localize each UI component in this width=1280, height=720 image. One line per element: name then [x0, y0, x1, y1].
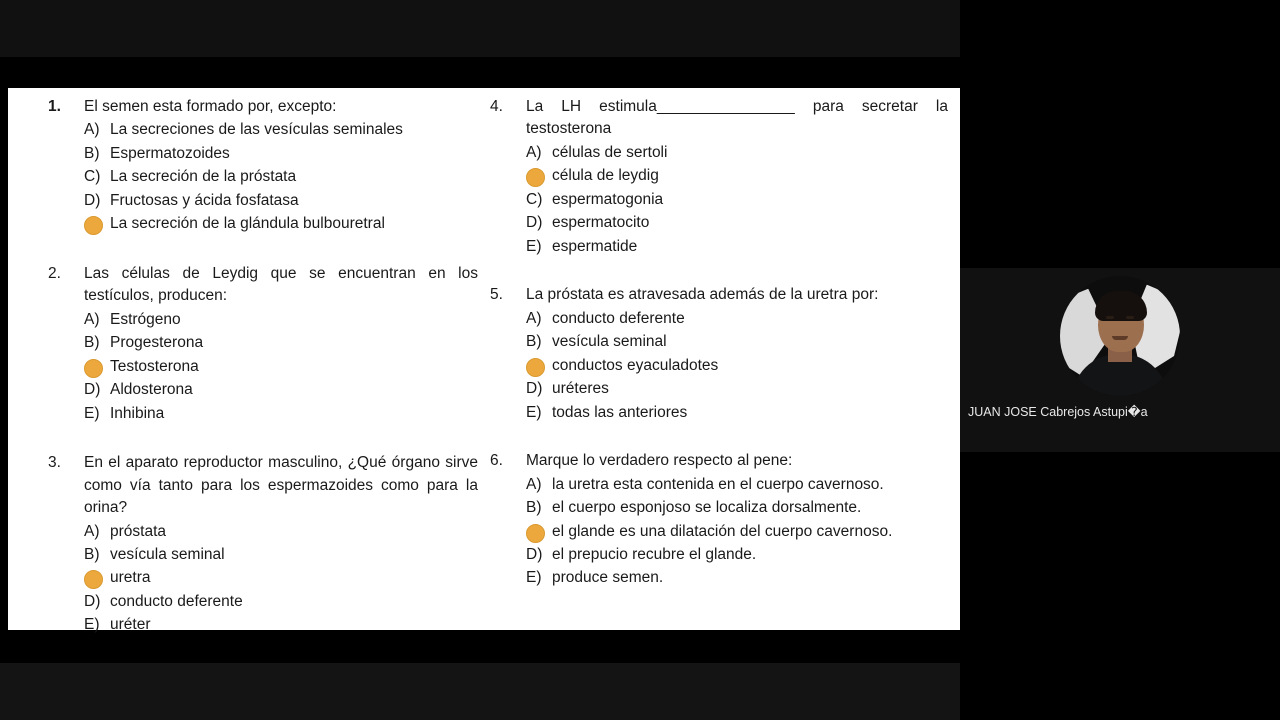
option-letter: D)	[526, 380, 543, 398]
quiz-question	[48, 452, 478, 637]
quiz-question	[490, 96, 948, 258]
option-item[interactable]	[526, 378, 948, 400]
question-stem: El semen esta formado por, excepto:	[84, 98, 337, 115]
question-body	[84, 263, 478, 425]
question-body	[84, 96, 478, 236]
option-item[interactable]	[84, 614, 478, 636]
selected-answer-marker-icon	[526, 521, 552, 543]
answer-dot	[84, 570, 103, 589]
option-item[interactable]	[526, 521, 948, 543]
slide-columns	[8, 88, 960, 634]
option-text: Progesterona	[110, 334, 204, 352]
option-letter: B)	[526, 499, 542, 517]
option-letter: A)	[84, 310, 100, 328]
question-number: 6.	[490, 452, 503, 470]
question-number: 1.	[48, 98, 61, 115]
option-letter: E)	[84, 404, 100, 422]
option-letter: B)	[526, 333, 542, 351]
question-body	[526, 96, 948, 258]
option-text: Testosterona	[110, 357, 199, 375]
option-item[interactable]	[84, 403, 478, 425]
option-letter: D)	[84, 381, 101, 399]
option-text: conducto deferente	[110, 592, 243, 610]
option-item[interactable]	[84, 190, 478, 212]
option-letter: E)	[526, 403, 542, 421]
option-text: Fructosas y ácida fosfatasa	[110, 191, 299, 209]
avatar-eye-right	[1126, 316, 1134, 319]
option-letter: A)	[84, 522, 100, 540]
option-item[interactable]	[526, 236, 948, 258]
option-item[interactable]	[526, 497, 948, 519]
option-letter: C)	[84, 168, 101, 186]
option-item[interactable]	[84, 356, 478, 378]
option-text: uretra	[110, 569, 151, 587]
option-letter: A)	[526, 475, 542, 493]
question-body	[526, 450, 948, 590]
participant-video-tile[interactable]	[960, 268, 1280, 452]
selected-answer-marker-icon	[526, 355, 552, 377]
stage-upper-black-band	[0, 57, 960, 88]
option-text: el cuerpo esponjoso se localiza dorsalmente.	[552, 499, 862, 517]
answer-dot	[84, 216, 103, 235]
answer-dot	[526, 358, 545, 377]
option-text: Espermatozoides	[110, 144, 230, 162]
question-spacer	[48, 236, 478, 263]
option-text: el prepucio recubre el glande.	[552, 545, 757, 563]
question-spacer	[490, 258, 948, 284]
option-list	[84, 309, 478, 425]
question-stem: En el aparato reproductor masculino, ¿Qué órgano sirve como vía tanto para los espermazoides como para la orina?	[84, 454, 478, 517]
option-letter: E)	[526, 569, 542, 587]
option-text: produce semen.	[552, 569, 664, 587]
question-number: 4.	[490, 98, 503, 115]
selected-answer-marker-icon	[84, 213, 110, 235]
option-text: células de sertoli	[552, 143, 668, 161]
option-text: espermatogonia	[552, 190, 664, 208]
shared-slide	[8, 88, 960, 634]
participant-rail	[960, 0, 1280, 720]
question-number: 3.	[48, 454, 61, 472]
option-letter: A)	[84, 121, 100, 139]
question-number: 5.	[490, 286, 503, 304]
option-list	[526, 474, 948, 590]
option-text: próstata	[110, 522, 167, 540]
option-item[interactable]	[526, 544, 948, 566]
option-letter: D)	[526, 214, 543, 232]
option-item[interactable]	[526, 402, 948, 424]
person-avatar-icon	[1060, 276, 1180, 396]
option-item[interactable]	[84, 166, 478, 188]
avatar-hair	[1095, 291, 1147, 321]
option-text: el glande es una dilatación del cuerpo cavernoso.	[552, 522, 893, 540]
option-item[interactable]	[84, 119, 478, 141]
question-body	[84, 452, 478, 637]
selected-answer-marker-icon	[84, 356, 110, 378]
quiz-question	[490, 450, 948, 590]
option-item[interactable]	[84, 544, 478, 566]
option-item[interactable]	[84, 332, 478, 354]
answer-dot	[526, 168, 545, 187]
selected-answer-marker-icon	[84, 567, 110, 589]
slide-column-right	[478, 96, 948, 630]
option-text: La secreciones de las vesículas seminales	[110, 121, 403, 139]
option-text: vesícula seminal	[110, 545, 225, 563]
answer-dot	[526, 524, 545, 543]
slide-column-left	[8, 96, 478, 634]
option-item[interactable]	[526, 308, 948, 330]
participant-name-label: JUAN JOSE Cabrejos Astupi�a	[968, 405, 1148, 419]
stage-top-letterbox	[0, 0, 960, 57]
option-item[interactable]	[526, 567, 948, 589]
option-item[interactable]	[526, 355, 948, 377]
option-item[interactable]	[526, 474, 948, 496]
option-letter: E)	[526, 237, 542, 255]
option-text: la uretra esta contenida en el cuerpo cavernoso.	[552, 475, 884, 493]
option-text: Estrógeno	[110, 310, 181, 328]
option-text: todas las anteriores	[552, 403, 688, 421]
option-item[interactable]	[84, 521, 478, 543]
option-text: vesícula seminal	[552, 333, 667, 351]
option-text: conducto deferente	[552, 309, 685, 327]
option-letter: D)	[84, 191, 101, 209]
stage-bottom-letterbox	[0, 663, 960, 720]
option-item[interactable]	[84, 213, 478, 235]
option-text: célula de leydig	[552, 167, 659, 185]
option-text: espermatide	[552, 237, 638, 255]
option-text: conductos eyaculadotes	[552, 356, 719, 374]
question-stem: Marque lo verdadero respecto al pene:	[526, 452, 793, 470]
avatar-mouth	[1112, 336, 1128, 340]
option-text: uréteres	[552, 380, 609, 398]
option-letter: D)	[84, 592, 101, 610]
question-stem: La LH estimula________________ para secretar la testosterona	[526, 98, 948, 138]
option-list	[84, 521, 478, 637]
question-body	[526, 284, 948, 424]
question-spacer	[490, 424, 948, 450]
option-item[interactable]	[526, 212, 948, 234]
option-letter: E)	[84, 616, 100, 634]
option-item[interactable]	[84, 591, 478, 613]
quiz-question	[48, 96, 478, 236]
option-letter: D)	[526, 545, 543, 563]
option-item[interactable]	[84, 567, 478, 589]
option-text: La secreción de la glándula bulbouretral	[110, 215, 385, 233]
question-number: 2.	[48, 264, 61, 282]
option-item[interactable]	[84, 143, 478, 165]
avatar-eye-left	[1106, 316, 1114, 319]
option-list	[526, 142, 948, 258]
option-item[interactable]	[526, 165, 948, 187]
option-list	[526, 308, 948, 424]
option-letter: B)	[84, 545, 100, 563]
option-item[interactable]	[526, 142, 948, 164]
selected-answer-marker-icon	[526, 165, 552, 187]
option-text: Aldosterona	[110, 381, 193, 399]
option-text: Inhibina	[110, 404, 165, 422]
question-stem: La próstata es atravesada además de la uretra por:	[526, 286, 879, 304]
answer-dot	[84, 359, 103, 378]
option-list	[84, 119, 478, 235]
option-letter: B)	[84, 334, 100, 352]
quiz-question	[490, 284, 948, 424]
option-letter: A)	[526, 143, 542, 161]
option-letter: C)	[526, 190, 543, 208]
quiz-question	[48, 263, 478, 425]
question-stem: Las células de Leydig que se encuentran en los testículos, producen:	[84, 264, 478, 305]
option-text: espermatocito	[552, 214, 650, 232]
option-item[interactable]	[526, 331, 948, 353]
option-text: La secreción de la próstata	[110, 168, 297, 186]
option-text: uréter	[110, 616, 151, 634]
option-item[interactable]	[84, 309, 478, 331]
option-item[interactable]	[84, 379, 478, 401]
option-item[interactable]	[526, 189, 948, 211]
option-letter: A)	[526, 309, 542, 327]
question-spacer	[48, 425, 478, 452]
option-letter: B)	[84, 144, 100, 162]
